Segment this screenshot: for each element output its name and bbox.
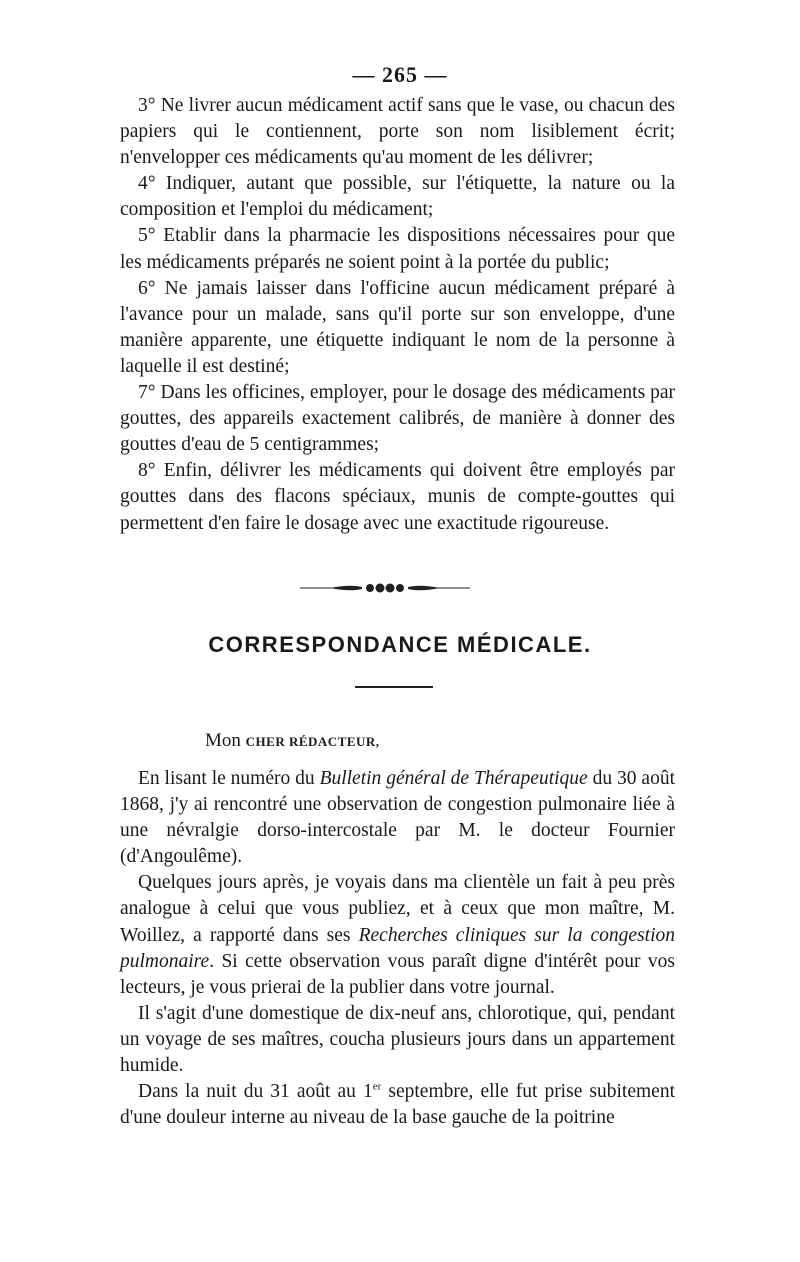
text-span: Dans la nuit du 31 août au 1 bbox=[138, 1081, 373, 1103]
list-item: 5° Etablir dans la pharmacie les dispositions nécessaires pour que les médicaments préparés ne soient point à la portée du public; bbox=[120, 225, 675, 273]
book-title: Recherches cliniques sur la congestion pulmonaire bbox=[120, 924, 675, 972]
salutation-rest: CHER RÉDACTEUR, bbox=[245, 734, 380, 749]
letter-paragraph bbox=[120, 870, 675, 1000]
ornament-divider-icon bbox=[300, 578, 470, 598]
page-number: — 265 — bbox=[352, 62, 448, 87]
letter-body bbox=[120, 766, 675, 1131]
list-item: 4° Indiquer, autant que possible, sur l'étiquette, la nature ou la composition et l'emploi du médicament; bbox=[120, 173, 675, 221]
journal-title: Bulletin général de Thérapeutique bbox=[319, 768, 588, 789]
text-span: septembre, elle fut prise subitement d'une douleur interne au niveau de la base gauche de la poitrine bbox=[120, 1081, 675, 1129]
letter-paragraph bbox=[120, 766, 675, 870]
text-span: du 30 août 1868, j'y ai rencontré une observation de congestion pulmonaire liée à une névralgie dorso-intercostale par M. le docteur Fournier (d'Angoulême). bbox=[120, 768, 675, 868]
letter-paragraph bbox=[120, 1079, 675, 1131]
letter-paragraph: Il s'agit d'une domestique de dix-neuf ans, chlorotique, qui, pendant un voyage de ses maîtres, coucha plusieurs jours dans un appartement humide. bbox=[120, 1002, 675, 1077]
text-span: Quelques jours après, je voyais dans ma clientèle un fait à peu près analogue à celui que vous publiez, et à ceux que mon maître, M. Woillez, a rapporté dans ses bbox=[120, 872, 675, 946]
title-rule bbox=[355, 686, 433, 688]
list-item: 3° Ne livrer aucun médicament actif sans que le vase, ou chacun des papiers qui le contiennent, porte son nom lisiblement écrit; n'envelopper ces médicaments qu'au moment de les délivrer; bbox=[120, 95, 675, 169]
salutation bbox=[205, 730, 380, 752]
regulations-list bbox=[120, 93, 675, 537]
ordinal-superscript: er bbox=[372, 1080, 382, 1093]
section-title: CORRESPONDANCE MÉDICALE. bbox=[208, 632, 592, 657]
list-item: 8° Enfin, délivrer les médicaments qui doivent être employés par gouttes dans des flacons spéciaux, munis de compte-gouttes qui permettent d'en faire le dosage avec une exactitude rigoureuse. bbox=[120, 460, 675, 534]
text-span: En lisant le numéro du bbox=[138, 768, 320, 789]
list-item: 6° Ne jamais laisser dans l'officine aucun médicament préparé à l'avance pour un malade, sans qu'il porte sur son enveloppe, d'une manière apparente, une étiquette indiquant le nom de la personne à laquelle il est destiné; bbox=[120, 277, 675, 377]
salutation-first: Mon bbox=[205, 730, 241, 751]
text-span: . Si cette observation vous paraît digne d'intérêt pour vos lecteurs, je vous prierai de la publier dans votre journal. bbox=[120, 950, 675, 998]
list-item: 7° Dans les officines, employer, pour le dosage des médicaments par gouttes, des appareils exactement calibrés, de manière à donner des gouttes d'eau de 5 centigrammes; bbox=[120, 382, 675, 456]
